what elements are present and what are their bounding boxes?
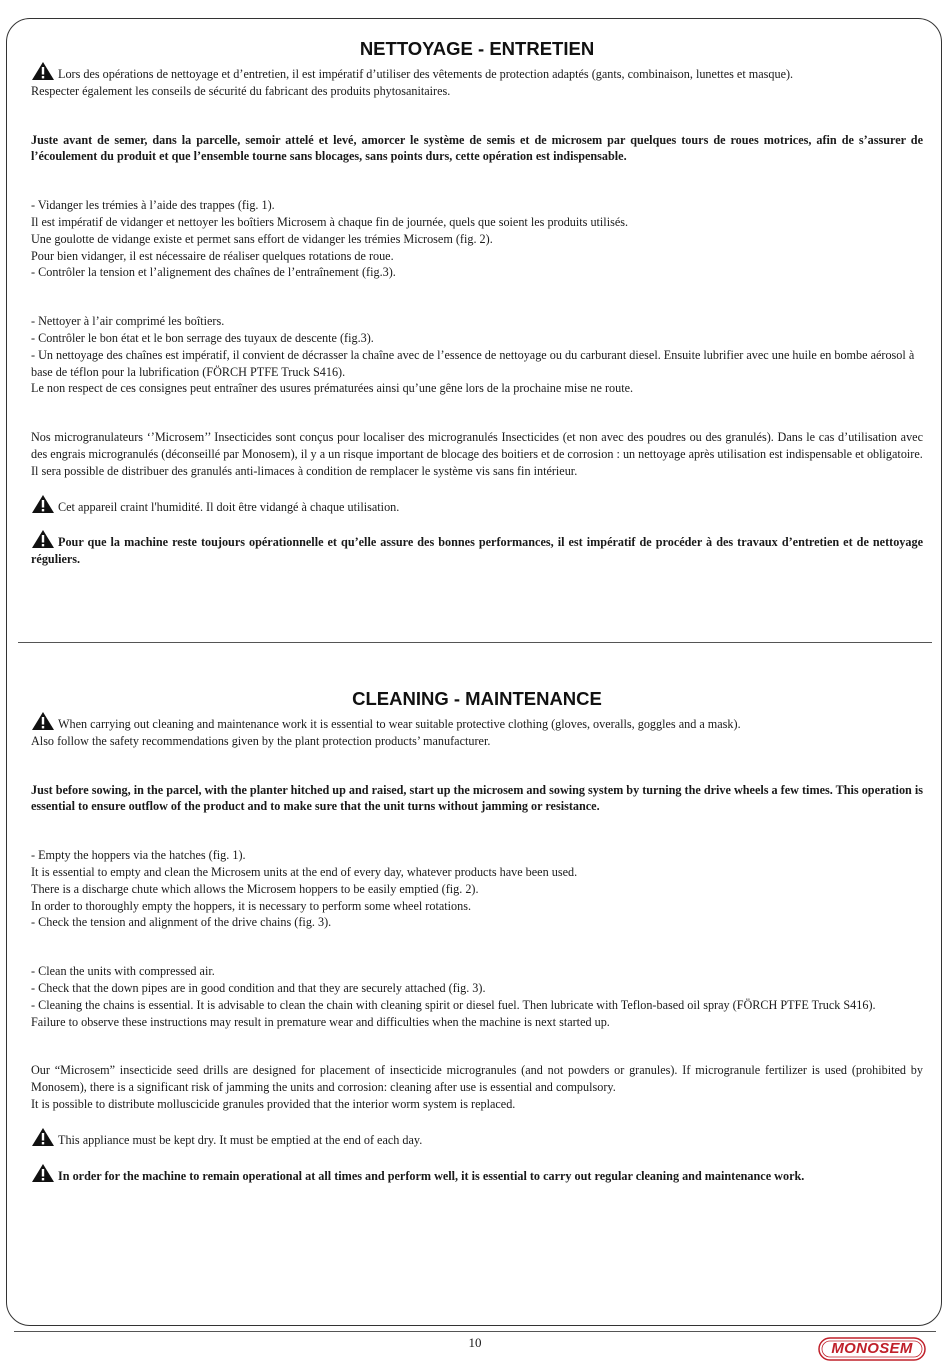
intro-text-2: Also follow the safety recommendations given by the plant protection products’ manufacturer. <box>31 733 491 748</box>
list-line: Le non respect de ces consignes peut entraîner des usures prématurées ainsi qu’une gêne lors de la prochaine mise ne route. <box>31 381 634 396</box>
list-line: - Un nettoyage des chaînes est impératif, il convient de décrasser la chaîne avec de l’essence de nettoyage ou du carburant diesel. Ensuite lubrifier avec une huile en bombe aérosol à base de téflon pour la lubrification (FÖRCH PTFE Truck S416). <box>31 347 915 379</box>
paragraph: Il sera possible de distribuer des granulés anti-limaces à condition de remplacer le système vis sans fin intérieur. <box>31 463 578 478</box>
list-line: - Check that the down pipes are in good condition and that they are securely attached (fig. 3). <box>31 980 486 995</box>
warning-icon <box>31 1127 55 1147</box>
warning-icon <box>31 61 55 81</box>
warning-paragraph-protection <box>31 711 923 733</box>
paragraph: It is possible to distribute molluscicide granules provided that the interior worm system is replaced. <box>31 1096 516 1111</box>
section-title-fr: NETTOYAGE - ENTRETIEN <box>359 38 595 59</box>
list-line: Pour bien vidanger, il est nécessaire de réaliser quelques rotations de roue. <box>31 248 394 263</box>
logo-text: MONOSEM <box>831 1340 913 1357</box>
paragraph: Nos microgranulateurs ‘’Microsem’’ Insecticides sont conçus pour localiser des microgranulés Insecticides (et non avec des poudres ou des granulés). Dans le cas d’utilisation avec des engrais microgranulés (déconseillé par Monosem), il y a un risque important de blocage des boitiers et de corrosion : un nettoyage après utilisation est indispensable et obligatoire. <box>31 430 923 461</box>
list-line: There is a discharge chute which allows the Microsem hoppers to be easily emptied (fig. 2). <box>31 881 479 896</box>
list-line: Il est impératif de vidanger et nettoyer les boîtiers Microsem à chaque fin de journée, quels que soient les produits utilisés. <box>31 214 629 229</box>
warning-icon <box>31 711 55 731</box>
list-line: In order to thoroughly empty the hoppers, it is necessary to perform some wheel rotations. <box>31 898 471 913</box>
warning-icon <box>31 494 55 514</box>
list-line: - Empty the hoppers via the hatches (fig. 1). <box>31 848 246 863</box>
warning-icon <box>31 1163 55 1183</box>
bold-instruction: Just before sowing, in the parcel, with the planter hitched up and raised, start up the microsem and sowing system by turning the drive wheels a few times. This operation is essential to ensure outflow of the product and to make sure that the unit turns without jamming or resistance. <box>31 782 923 814</box>
list-line: It is essential to empty and clean the Microsem units at the end of every day, whatever products have been used. <box>31 864 578 879</box>
bold-instruction: Juste avant de semer, dans la parcelle, semoir attelé et levé, amorcer le système de semis et de microsem par quelques tours de roues motrices, afin de s’assurer de l’écoulement du produit et que l’ensemble tourne sans blocages, sans points durs, cette opération est indispensable. <box>31 132 923 164</box>
intro-text-2: Respecter également les conseils de sécurité du fabricant des produits phytosanitaires. <box>31 83 451 98</box>
footer-rule <box>14 1331 936 1332</box>
warning-paragraph-final: Pour que la machine reste toujours opérationnelle et qu’elle assure des bonnes performances, il est impératif de procéder à des travaux d’entretien et de nettoyage réguliers. <box>31 529 923 568</box>
warning-paragraph-protection <box>31 61 923 83</box>
warning-paragraph-final: In order for the machine to remain operational at all times and perform well, it is essential to carry out regular cleaning and maintenance work. <box>31 1163 923 1185</box>
intro-text: Lors des opérations de nettoyage et d’entretien, il est impératif d’utiliser des vêtements de protection adaptés (gants, combinaison, lunettes et masque). <box>58 67 794 81</box>
list-line: Une goulotte de vidange existe et permet sans effort de vidanger les trémies Microsem (fig. 2). <box>31 231 493 246</box>
warning-paragraph-dry: This appliance must be kept dry. It must be emptied at the end of each day. <box>31 1127 923 1149</box>
list-line: - Contrôler le bon état et le bon serrage des tuyaux de descente (fig.3). <box>31 330 374 345</box>
list-line: - Check the tension and alignment of the drive chains (fig. 3). <box>31 915 332 930</box>
list-line: - Vidanger les trémies à l’aide des trappes (fig. 1). <box>31 198 275 213</box>
list-line: Failure to observe these instructions may result in premature wear and difficulties when the machine is next started up. <box>31 1014 610 1029</box>
section-title-en: CLEANING - MAINTENANCE <box>352 688 602 709</box>
section-divider <box>18 642 932 643</box>
paragraph: Our “Microsem” insecticide seed drills are designed for placement of insecticide microgranules (and not powders or granules). If microgranule fertilizer is used (prohibited by Monosem), there is a significant risk of jamming the units and corrosion: cleaning after use is essential and compulsory. <box>31 1063 923 1095</box>
list-line: - Contrôler la tension et l’alignement des chaînes de l’entraînement (fig.3). <box>31 265 396 280</box>
list-line: - Nettoyer à l’air comprimé les boîtiers. <box>31 314 225 329</box>
section-fr <box>31 38 923 568</box>
list-line: - Cleaning the chains is essential. It is advisable to clean the chain with cleaning spirit or diesel fuel. Then lubricate with Teflon-based oil spray (FÖRCH PTFE Truck S416). <box>31 997 876 1012</box>
monosem-logo <box>818 1336 926 1362</box>
page-number: 10 <box>468 1335 482 1350</box>
list-line: - Clean the units with compressed air. <box>31 964 215 979</box>
intro-text: When carrying out cleaning and maintenance work it is essential to wear suitable protective clothing (gloves, overalls, goggles and a mask). <box>58 717 741 731</box>
section-en <box>31 688 923 1184</box>
warning-icon <box>31 529 55 549</box>
warning-paragraph-dry: Cet appareil craint l'humidité. Il doit être vidangé à chaque utilisation. <box>31 494 923 516</box>
